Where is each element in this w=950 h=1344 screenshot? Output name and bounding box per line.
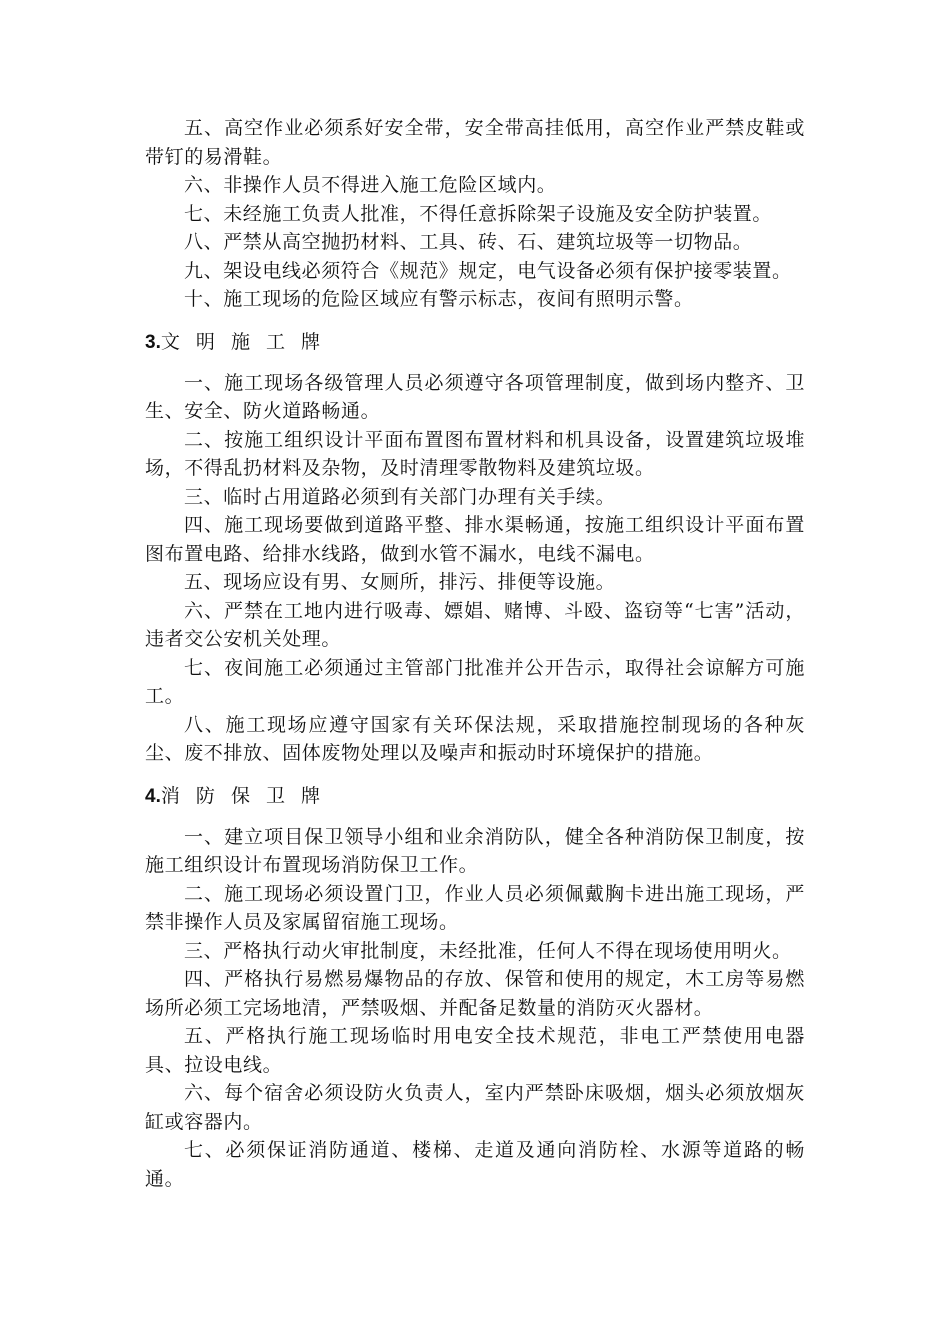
rule-item: 七、未经施工负责人批准，不得任意拆除架子设施及安全防护装置。 <box>184 202 773 225</box>
section-heading-fire-security <box>145 782 805 811</box>
section-heading-civilized-construction <box>145 328 805 357</box>
rule-item: 四、严格执行易燃易爆物品的存放、保管和使用的规定，木工房等易燃场所必须工完场地清，严禁吸烟、并配备足数量的消防灭火器材。 <box>145 968 805 1019</box>
rule-item: 十、施工现场的危险区域应有警示标志，夜间有照明示警。 <box>184 288 694 310</box>
rule-item: 二、按施工组织设计平面布置图布置材料和机具设备，设置建筑垃圾堆场，不得乱扔材料及杂物，及时清理零散物料及建筑垃圾。 <box>145 428 805 479</box>
document-page <box>145 114 805 1193</box>
section-title: 文 明 施 工 牌 <box>160 330 326 353</box>
section-number: 3. <box>145 331 161 353</box>
rule-item: 六、非操作人员不得进入施工危险区域内。 <box>184 174 557 196</box>
section-title: 消 防 保 卫 牌 <box>160 784 326 807</box>
rule-item: 九、架设电线必须符合《规范》规定，电气设备必须有保护接零装置。 <box>184 259 792 282</box>
rule-item: 二、施工现场必须设置门卫，作业人员必须佩戴胸卡进出施工现场，严禁非操作人员及家属留宿施工现场。 <box>145 882 805 933</box>
civilized-construction-rules <box>145 369 805 768</box>
fire-security-rules <box>145 823 805 1194</box>
rule-item: 三、临时占用道路必须到有关部门办理有关手续。 <box>184 485 616 508</box>
safety-rules-continued <box>145 114 805 314</box>
rule-item: 八、严禁从高空抛扔材料、工具、砖、石、建筑垃圾等一切物品。 <box>184 231 753 253</box>
rule-item: 八、施工现场应遵守国家有关环保法规，采取措施控制现场的各种灰尘、废不排放、固体废物处理以及噪声和振动时环境保护的措施。 <box>145 713 805 764</box>
rule-item: 七、夜间施工必须通过主管部门批准并公开告示，取得社会谅解方可施工。 <box>145 656 805 707</box>
rule-item: 七、必须保证消防通道、楼梯、走道及通向消防栓、水源等道路的畅通。 <box>145 1139 805 1190</box>
rule-item: 六、严禁在工地内进行吸毒、嫖娼、赌博、斗殴、盗窃等“七害”活动，违者交公安机关处理。 <box>145 599 805 650</box>
rule-item: 五、高空作业必须系好安全带，安全带高挂低用，高空作业严禁皮鞋或带钉的易滑鞋。 <box>145 117 805 168</box>
section-number: 4. <box>145 785 161 807</box>
rule-item: 四、施工现场要做到道路平整、排水渠畅通，按施工组织设计平面布置图布置电路、给排水线路，做到水管不漏水，电线不漏电。 <box>145 514 805 565</box>
rule-item: 一、建立项目保卫领导小组和业余消防队，健全各种消防保卫制度，按施工组织设计布置现场消防保卫工作。 <box>145 825 805 876</box>
rule-item: 一、施工现场各级管理人员必须遵守各项管理制度，做到场内整齐、卫生、安全、防火道路畅通。 <box>145 371 805 422</box>
rule-item: 三、严格执行动火审批制度，未经批准，任何人不得在现场使用明火。 <box>184 939 792 962</box>
rule-item: 五、严格执行施工现场临时用电安全技术规范，非电工严禁使用电器具、拉设电线。 <box>145 1025 805 1076</box>
rule-item: 五、现场应设有男、女厕所，排污、排便等设施。 <box>184 571 616 593</box>
rule-item: 六、每个宿舍必须设防火负责人，室内严禁卧床吸烟，烟头必须放烟灰缸或容器内。 <box>145 1082 805 1133</box>
